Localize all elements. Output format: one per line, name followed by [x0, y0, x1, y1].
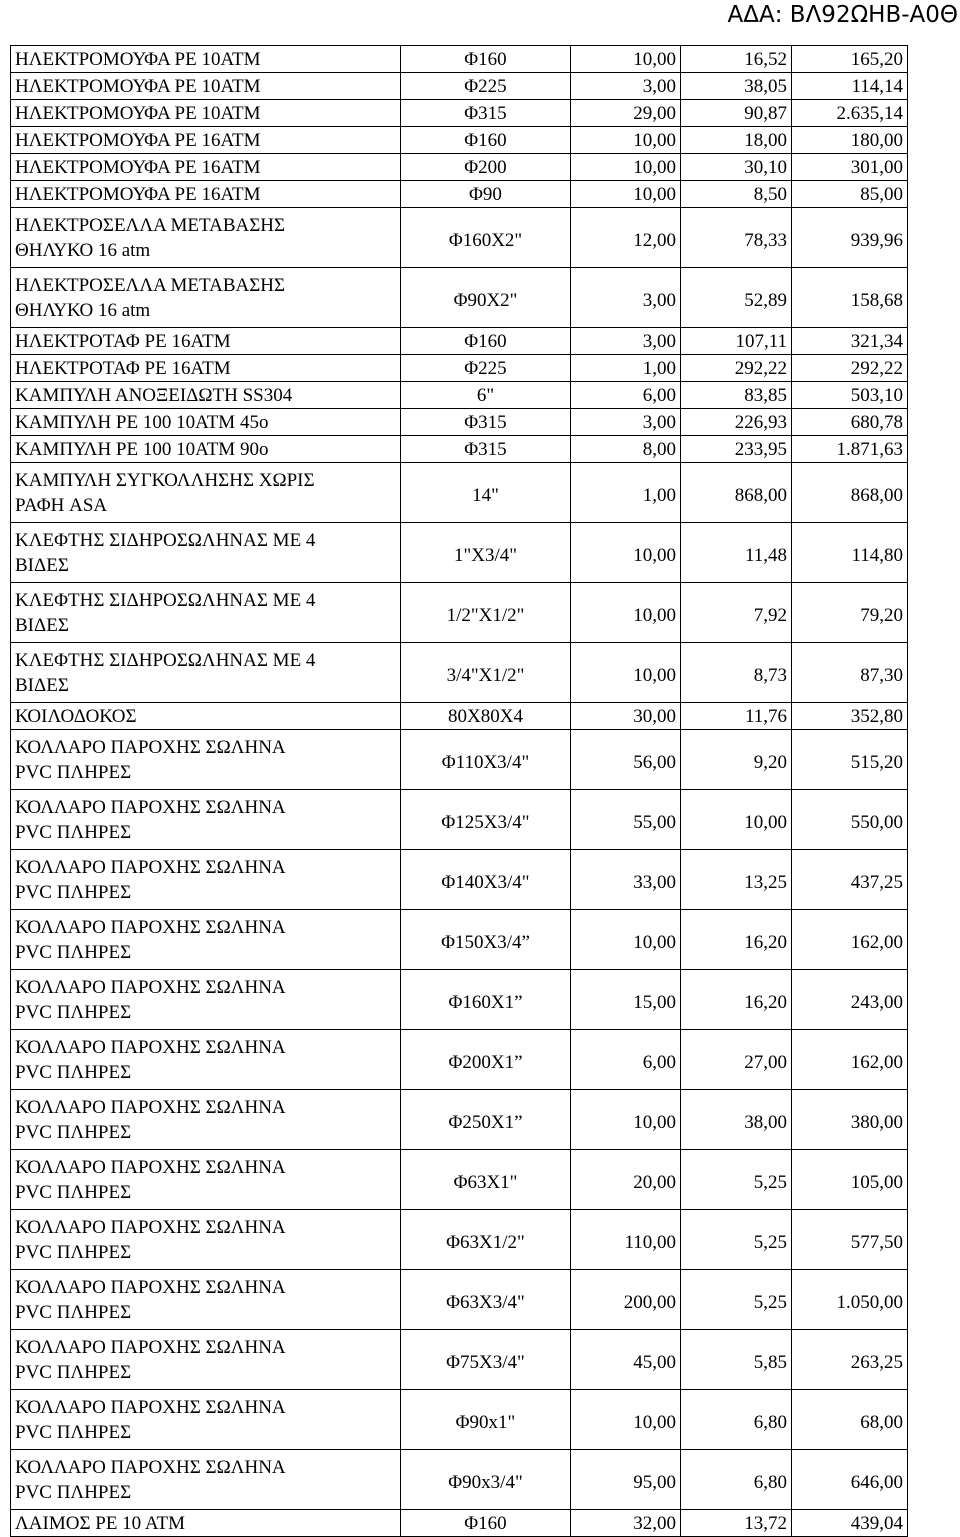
item-total: 79,20 — [792, 583, 908, 643]
item-description: ΛΑΙΜΟΣ PE 10 ATM — [11, 1510, 401, 1537]
item-code: Φ90x1" — [401, 1390, 571, 1450]
item-quantity: 33,00 — [571, 850, 681, 910]
item-quantity: 95,00 — [571, 1450, 681, 1510]
item-unit-price: 52,89 — [681, 268, 792, 328]
item-quantity: 10,00 — [571, 1090, 681, 1150]
item-description: ΚΑΜΠΥΛΗ PE 100 10ATM 90o — [11, 436, 401, 463]
item-quantity: 1,00 — [571, 463, 681, 523]
item-unit-price: 233,95 — [681, 436, 792, 463]
table-row — [11, 181, 908, 208]
item-total: 85,00 — [792, 181, 908, 208]
item-quantity: 110,00 — [571, 1210, 681, 1270]
item-total: 1.050,00 — [792, 1270, 908, 1330]
item-total: 114,80 — [792, 523, 908, 583]
item-total: 114,14 — [792, 73, 908, 100]
table-row — [11, 208, 908, 268]
item-unit-price: 226,93 — [681, 409, 792, 436]
item-code: Φ315 — [401, 436, 571, 463]
item-description: ΚΛΕΦΤΗΣ ΣΙΔΗΡΟΣΩΛΗΝΑΣ ΜΕ 4 ΒΙΔΕΣ — [11, 523, 401, 583]
item-total: 87,30 — [792, 643, 908, 703]
item-quantity: 20,00 — [571, 1150, 681, 1210]
item-code: Φ150X3/4” — [401, 910, 571, 970]
item-unit-price: 90,87 — [681, 100, 792, 127]
item-unit-price: 5,25 — [681, 1150, 792, 1210]
table-row — [11, 1330, 908, 1390]
item-description: ΚΟΛΛΑΡΟ ΠΑΡΟΧΗΣ ΣΩΛΗΝΑ PVC ΠΛΗΡΕΣ — [11, 730, 401, 790]
item-total: 380,00 — [792, 1090, 908, 1150]
table-row — [11, 1030, 908, 1090]
item-description: ΚΛΕΦΤΗΣ ΣΙΔΗΡΟΣΩΛΗΝΑΣ ΜΕ 4 ΒΙΔΕΣ — [11, 583, 401, 643]
table-row — [11, 382, 908, 409]
item-code: 6" — [401, 382, 571, 409]
item-code: Φ90X2" — [401, 268, 571, 328]
item-code: Φ125X3/4" — [401, 790, 571, 850]
item-code: 14" — [401, 463, 571, 523]
table-row — [11, 1390, 908, 1450]
item-quantity: 56,00 — [571, 730, 681, 790]
table-row — [11, 583, 908, 643]
item-code: Φ160X2" — [401, 208, 571, 268]
table-row — [11, 1270, 908, 1330]
item-unit-price: 16,20 — [681, 910, 792, 970]
table-row — [11, 1510, 908, 1537]
items-table — [10, 45, 908, 1537]
item-total: 503,10 — [792, 382, 908, 409]
item-total: 162,00 — [792, 910, 908, 970]
table-row — [11, 463, 908, 523]
item-total: 352,80 — [792, 703, 908, 730]
item-unit-price: 18,00 — [681, 127, 792, 154]
table-row — [11, 850, 908, 910]
table-row — [11, 703, 908, 730]
item-unit-price: 38,05 — [681, 73, 792, 100]
item-description: ΗΛΕΚΤΡΟΣΕΛΛΑ ΜΕΤΑΒΑΣΗΣ ΘΗΛΥΚΟ 16 atm — [11, 208, 401, 268]
item-unit-price: 5,25 — [681, 1210, 792, 1270]
item-code: Φ225 — [401, 73, 571, 100]
item-description: ΚΟΛΛΑΡΟ ΠΑΡΟΧΗΣ ΣΩΛΗΝΑ PVC ΠΛΗΡΕΣ — [11, 1210, 401, 1270]
table-row — [11, 355, 908, 382]
item-unit-price: 78,33 — [681, 208, 792, 268]
table-row — [11, 328, 908, 355]
item-total: 292,22 — [792, 355, 908, 382]
item-total: 680,78 — [792, 409, 908, 436]
item-unit-price: 107,11 — [681, 328, 792, 355]
item-total: 162,00 — [792, 1030, 908, 1090]
item-code: Φ110X3/4" — [401, 730, 571, 790]
item-code: Φ75X3/4" — [401, 1330, 571, 1390]
item-description: ΚΟΛΛΑΡΟ ΠΑΡΟΧΗΣ ΣΩΛΗΝΑ PVC ΠΛΗΡΕΣ — [11, 1030, 401, 1090]
item-unit-price: 10,00 — [681, 790, 792, 850]
item-unit-price: 27,00 — [681, 1030, 792, 1090]
item-total: 165,20 — [792, 46, 908, 73]
item-description: ΚΑΜΠΥΛΗ PE 100 10ATM 45o — [11, 409, 401, 436]
document-code: ΑΔΑ: ΒΛ92ΩΗΒ-Α0Θ — [727, 2, 958, 28]
item-description: ΗΛΕΚΤΡΟΤΑΦ PE 16ATM — [11, 328, 401, 355]
item-description: ΚΟΛΛΑΡΟ ΠΑΡΟΧΗΣ ΣΩΛΗΝΑ PVC ΠΛΗΡΕΣ — [11, 850, 401, 910]
table-row — [11, 1150, 908, 1210]
item-code: Φ63X3/4" — [401, 1270, 571, 1330]
item-code: Φ200 — [401, 154, 571, 181]
item-total: 437,25 — [792, 850, 908, 910]
item-unit-price: 6,80 — [681, 1390, 792, 1450]
item-code: 1"X3/4" — [401, 523, 571, 583]
item-unit-price: 83,85 — [681, 382, 792, 409]
item-total: 1.871,63 — [792, 436, 908, 463]
table-row — [11, 970, 908, 1030]
item-description: ΗΛΕΚΤΡΟΤΑΦ PE 16ATM — [11, 355, 401, 382]
item-description: ΚΑΜΠΥΛΗ ΣΥΓΚΟΛΛΗΣΗΣ ΧΩΡΙΣ ΡΑΦΗ ASA — [11, 463, 401, 523]
item-description: ΚΟΛΛΑΡΟ ΠΑΡΟΧΗΣ ΣΩΛΗΝΑ PVC ΠΛΗΡΕΣ — [11, 1150, 401, 1210]
item-description: ΗΛΕΚΤΡΟΜΟΥΦΑ PE 10ATM — [11, 46, 401, 73]
item-description: ΚΑΜΠΥΛΗ ΑΝΟΞΕΙΔΩΤΗ SS304 — [11, 382, 401, 409]
table-row — [11, 730, 908, 790]
item-unit-price: 38,00 — [681, 1090, 792, 1150]
item-code: Φ63X1/2" — [401, 1210, 571, 1270]
item-total: 321,34 — [792, 328, 908, 355]
item-description: ΚΟΛΛΑΡΟ ΠΑΡΟΧΗΣ ΣΩΛΗΝΑ PVC ΠΛΗΡΕΣ — [11, 1090, 401, 1150]
item-description: ΚΟΛΛΑΡΟ ΠΑΡΟΧΗΣ ΣΩΛΗΝΑ PVC ΠΛΗΡΕΣ — [11, 790, 401, 850]
item-total: 515,20 — [792, 730, 908, 790]
item-description: ΗΛΕΚΤΡΟΜΟΥΦΑ PE 10ATM — [11, 100, 401, 127]
item-total: 301,00 — [792, 154, 908, 181]
item-quantity: 10,00 — [571, 46, 681, 73]
item-unit-price: 11,76 — [681, 703, 792, 730]
item-unit-price: 13,25 — [681, 850, 792, 910]
item-unit-price: 30,10 — [681, 154, 792, 181]
item-code: 80Χ80Χ4 — [401, 703, 571, 730]
item-quantity: 30,00 — [571, 703, 681, 730]
item-quantity: 10,00 — [571, 127, 681, 154]
table-row — [11, 1210, 908, 1270]
item-code: Φ315 — [401, 100, 571, 127]
item-unit-price: 13,72 — [681, 1510, 792, 1537]
table-row — [11, 1450, 908, 1510]
item-quantity: 10,00 — [571, 1390, 681, 1450]
item-code: Φ250X1” — [401, 1090, 571, 1150]
item-quantity: 3,00 — [571, 409, 681, 436]
item-total: 243,00 — [792, 970, 908, 1030]
item-quantity: 29,00 — [571, 100, 681, 127]
item-quantity: 1,00 — [571, 355, 681, 382]
item-code: Φ90 — [401, 181, 571, 208]
item-total: 2.635,14 — [792, 100, 908, 127]
item-unit-price: 6,80 — [681, 1450, 792, 1510]
item-description: ΚΟΛΛΑΡΟ ΠΑΡΟΧΗΣ ΣΩΛΗΝΑ PVC ΠΛΗΡΕΣ — [11, 1390, 401, 1450]
table-row — [11, 409, 908, 436]
item-unit-price: 7,92 — [681, 583, 792, 643]
item-code: Φ160 — [401, 328, 571, 355]
table-row — [11, 154, 908, 181]
item-code: Φ160 — [401, 46, 571, 73]
item-quantity: 10,00 — [571, 181, 681, 208]
item-quantity: 8,00 — [571, 436, 681, 463]
item-total: 868,00 — [792, 463, 908, 523]
item-quantity: 3,00 — [571, 73, 681, 100]
item-code: 1/2"X1/2" — [401, 583, 571, 643]
item-total: 577,50 — [792, 1210, 908, 1270]
item-description: ΗΛΕΚΤΡΟΜΟΥΦΑ PE 16ATM — [11, 154, 401, 181]
table-row — [11, 790, 908, 850]
item-code: 3/4"X1/2" — [401, 643, 571, 703]
table-row — [11, 127, 908, 154]
item-total: 550,00 — [792, 790, 908, 850]
item-unit-price: 9,20 — [681, 730, 792, 790]
item-quantity: 10,00 — [571, 154, 681, 181]
item-unit-price: 292,22 — [681, 355, 792, 382]
item-quantity: 10,00 — [571, 583, 681, 643]
item-quantity: 200,00 — [571, 1270, 681, 1330]
item-code: Φ200X1” — [401, 1030, 571, 1090]
item-quantity: 55,00 — [571, 790, 681, 850]
item-description: ΚΟΛΛΑΡΟ ΠΑΡΟΧΗΣ ΣΩΛΗΝΑ PVC ΠΛΗΡΕΣ — [11, 1450, 401, 1510]
table-row — [11, 523, 908, 583]
item-quantity: 6,00 — [571, 1030, 681, 1090]
item-code: Φ160X1” — [401, 970, 571, 1030]
item-quantity: 6,00 — [571, 382, 681, 409]
item-total: 263,25 — [792, 1330, 908, 1390]
item-code: Φ160 — [401, 127, 571, 154]
item-total: 439,04 — [792, 1510, 908, 1537]
item-total: 158,68 — [792, 268, 908, 328]
item-total: 646,00 — [792, 1450, 908, 1510]
item-code: Φ140X3/4" — [401, 850, 571, 910]
table-row — [11, 268, 908, 328]
table-row — [11, 643, 908, 703]
item-description: ΗΛΕΚΤΡΟΜΟΥΦΑ PE 16ATM — [11, 181, 401, 208]
item-quantity: 45,00 — [571, 1330, 681, 1390]
item-quantity: 10,00 — [571, 910, 681, 970]
item-code: Φ225 — [401, 355, 571, 382]
table-row — [11, 436, 908, 463]
item-unit-price: 8,73 — [681, 643, 792, 703]
item-unit-price: 868,00 — [681, 463, 792, 523]
item-quantity: 10,00 — [571, 523, 681, 583]
item-quantity: 3,00 — [571, 268, 681, 328]
item-total: 180,00 — [792, 127, 908, 154]
item-unit-price: 5,85 — [681, 1330, 792, 1390]
item-total: 105,00 — [792, 1150, 908, 1210]
table-row — [11, 100, 908, 127]
item-description: ΗΛΕΚΤΡΟΜΟΥΦΑ PE 16ATM — [11, 127, 401, 154]
item-description: ΚΟΙΛΟΔΟΚΟΣ — [11, 703, 401, 730]
item-code: Φ160 — [401, 1510, 571, 1537]
table-row — [11, 1090, 908, 1150]
item-description: ΗΛΕΚΤΡΟΜΟΥΦΑ PE 10ATM — [11, 73, 401, 100]
table-row — [11, 910, 908, 970]
table-row — [11, 73, 908, 100]
item-quantity: 12,00 — [571, 208, 681, 268]
item-description: ΚΟΛΛΑΡΟ ΠΑΡΟΧΗΣ ΣΩΛΗΝΑ PVC ΠΛΗΡΕΣ — [11, 1270, 401, 1330]
item-code: Φ315 — [401, 409, 571, 436]
item-description: ΚΟΛΛΑΡΟ ΠΑΡΟΧΗΣ ΣΩΛΗΝΑ PVC ΠΛΗΡΕΣ — [11, 970, 401, 1030]
item-description: ΚΟΛΛΑΡΟ ΠΑΡΟΧΗΣ ΣΩΛΗΝΑ PVC ΠΛΗΡΕΣ — [11, 910, 401, 970]
table-row — [11, 46, 908, 73]
item-unit-price: 8,50 — [681, 181, 792, 208]
item-quantity: 32,00 — [571, 1510, 681, 1537]
item-total: 939,96 — [792, 208, 908, 268]
items-table-body — [11, 46, 908, 1537]
item-unit-price: 16,52 — [681, 46, 792, 73]
item-quantity: 15,00 — [571, 970, 681, 1030]
item-description: ΗΛΕΚΤΡΟΣΕΛΛΑ ΜΕΤΑΒΑΣΗΣ ΘΗΛΥΚΟ 16 atm — [11, 268, 401, 328]
item-code: Φ63X1" — [401, 1150, 571, 1210]
item-total: 68,00 — [792, 1390, 908, 1450]
item-code: Φ90x3/4" — [401, 1450, 571, 1510]
item-description: ΚΛΕΦΤΗΣ ΣΙΔΗΡΟΣΩΛΗΝΑΣ ΜΕ 4 ΒΙΔΕΣ — [11, 643, 401, 703]
item-unit-price: 5,25 — [681, 1270, 792, 1330]
item-quantity: 10,00 — [571, 643, 681, 703]
item-unit-price: 11,48 — [681, 523, 792, 583]
item-unit-price: 16,20 — [681, 970, 792, 1030]
item-description: ΚΟΛΛΑΡΟ ΠΑΡΟΧΗΣ ΣΩΛΗΝΑ PVC ΠΛΗΡΕΣ — [11, 1330, 401, 1390]
item-quantity: 3,00 — [571, 328, 681, 355]
